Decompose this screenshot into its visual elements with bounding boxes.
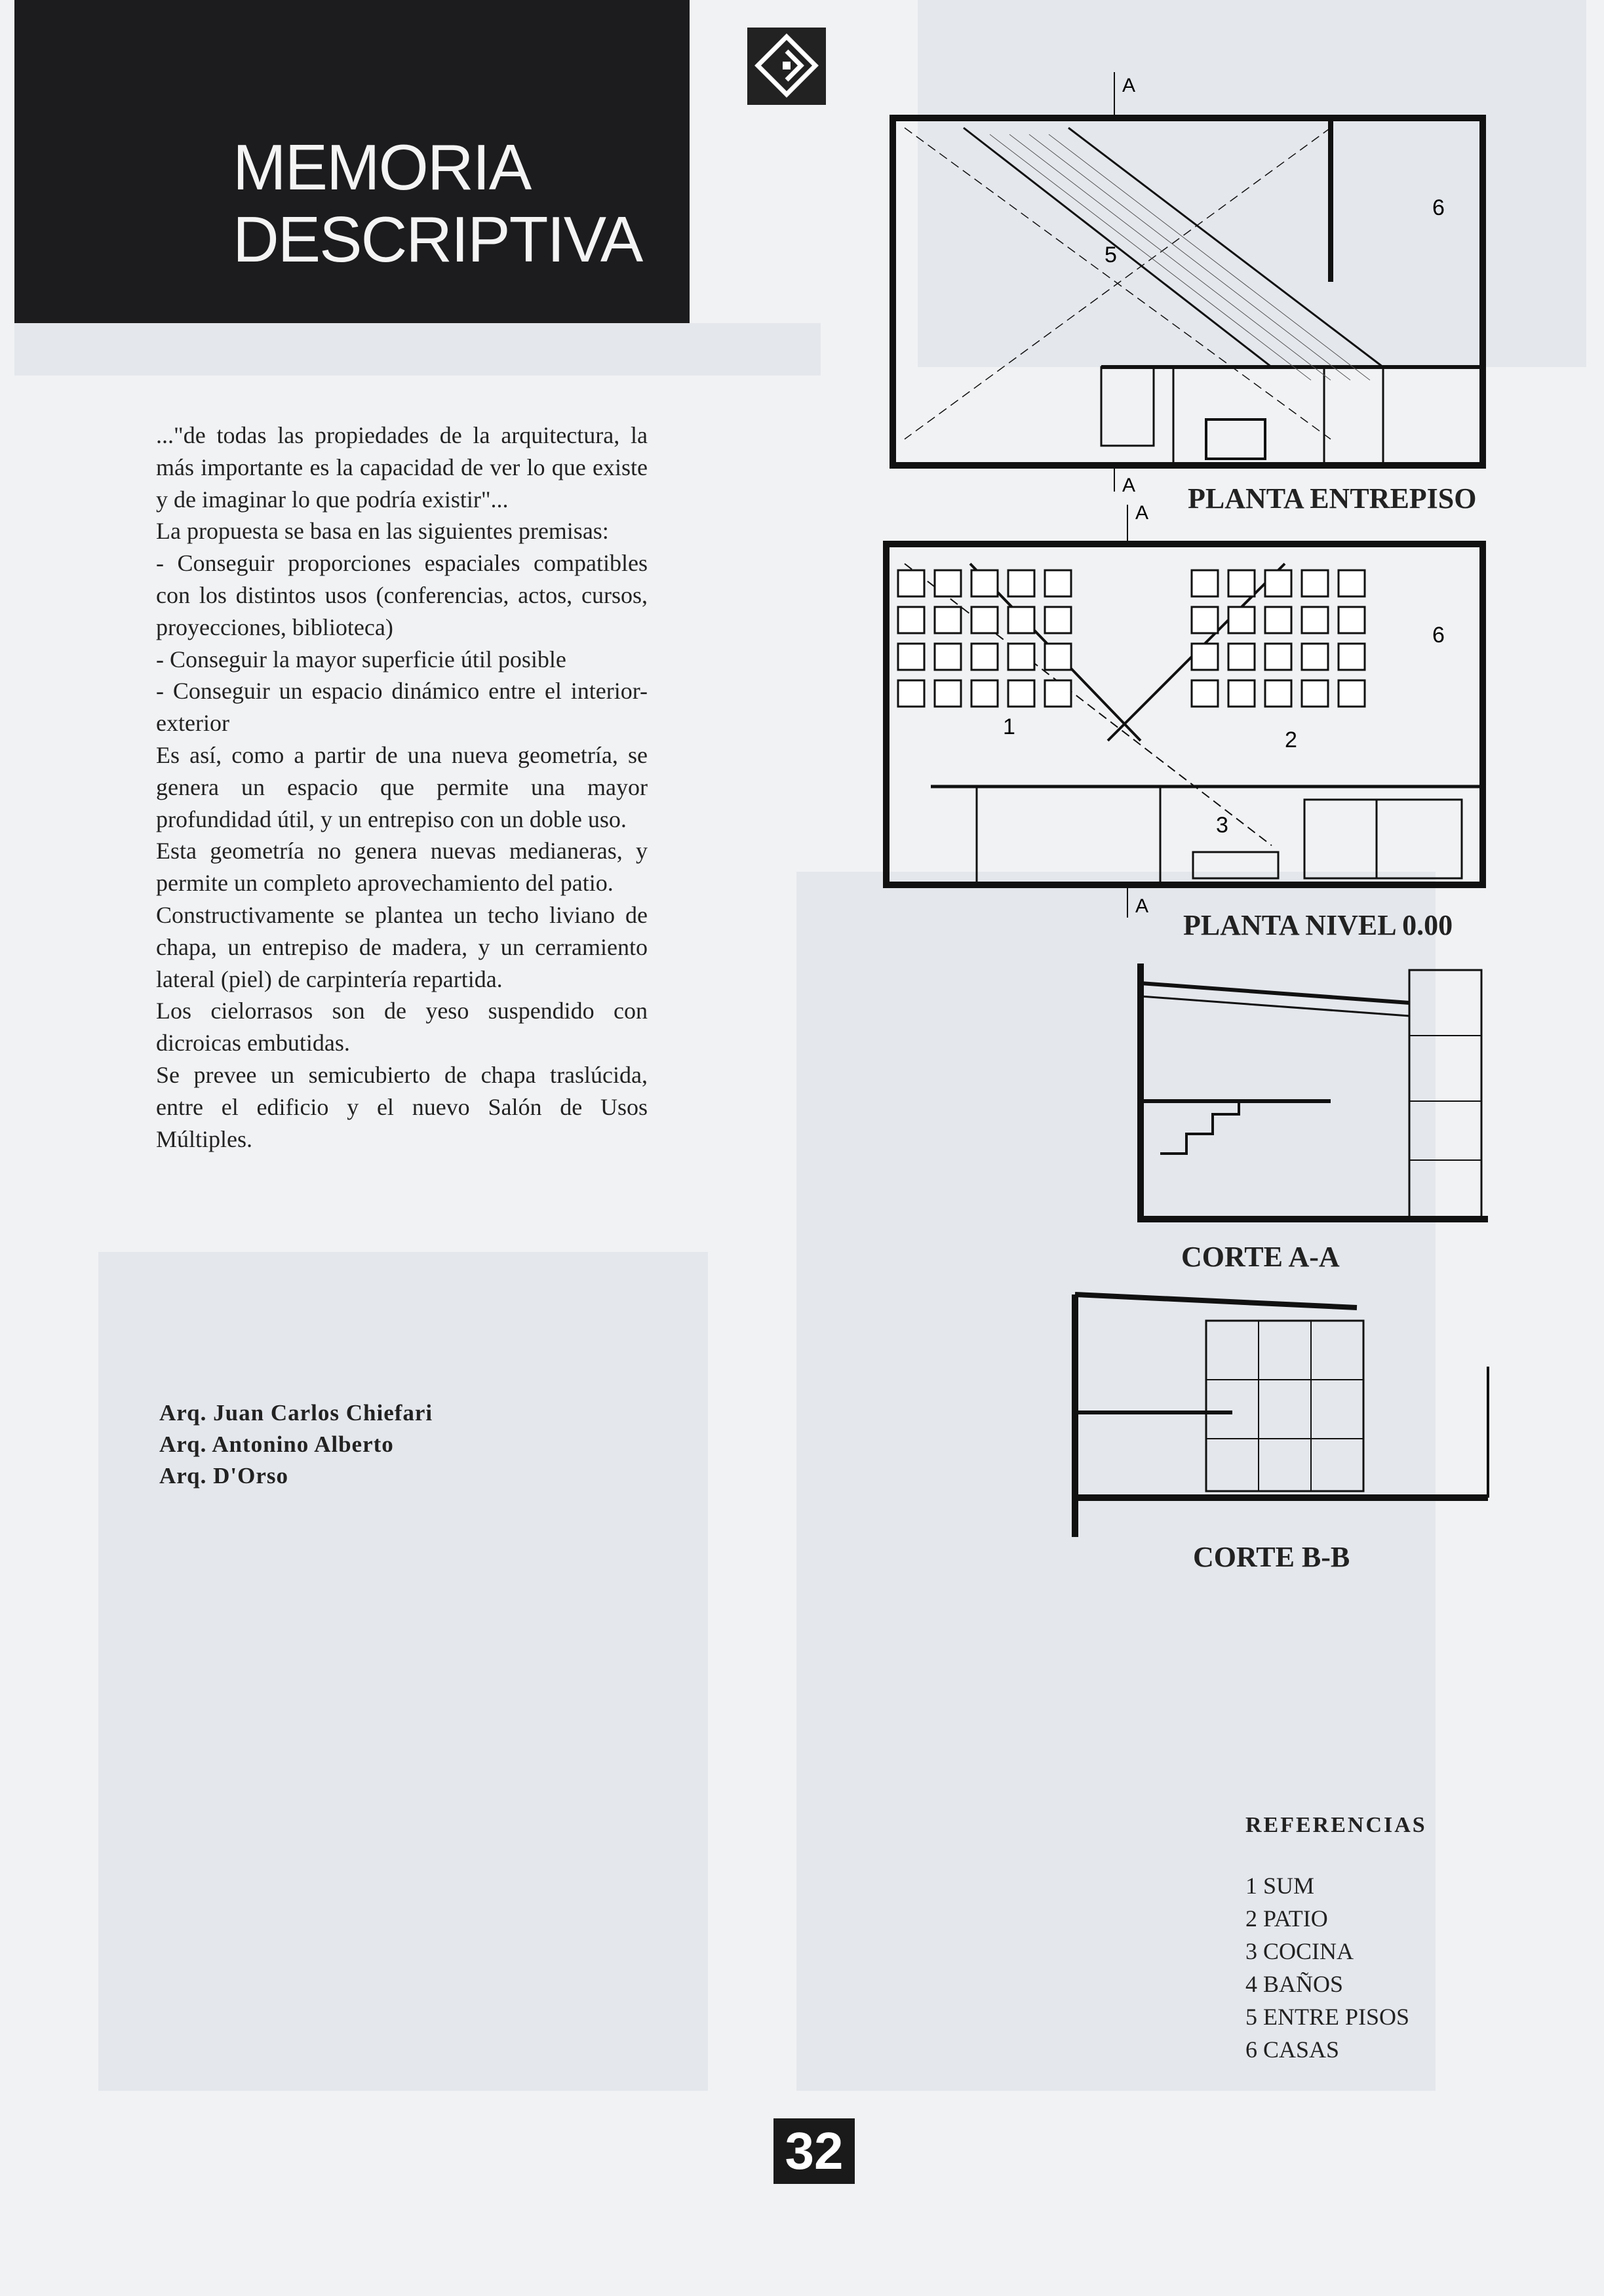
- page-title: [233, 131, 642, 275]
- credit-line: Arq. D'Orso: [159, 1463, 289, 1489]
- body-paragraph: Esta geometría no genera nuevas medianeras, y permite un completo aprovechamiento del patio.: [156, 838, 648, 897]
- caption-planta-nivel: PLANTA NIVEL 0.00: [1183, 909, 1453, 941]
- floor-tile: [1228, 607, 1255, 633]
- floor-tile: [1045, 607, 1071, 633]
- floor-tile: [1045, 570, 1071, 596]
- room-label-3: 3: [1216, 813, 1228, 838]
- floor-tile: [1339, 607, 1365, 633]
- floor-tile: [1339, 570, 1365, 596]
- floor-tile: [1228, 680, 1255, 707]
- body-paragraph: Es así, como a partir de una nueva geometría, se genera un espacio que permite una mayor profundidad útil, y un entrepiso con un doble uso.: [156, 741, 648, 832]
- grid-tiles: [898, 570, 1365, 707]
- floor-tile: [1045, 644, 1071, 670]
- page-number: 32: [773, 2118, 855, 2184]
- reference-item: 6 CASAS: [1245, 2036, 1340, 2063]
- corte-aa-drawing: [1134, 957, 1488, 1226]
- body-paragraph: Constructivamente se plantea un techo liviano de chapa, un entrepiso de madera, y un cerramiento lateral (piel) de carpintería repartida.: [156, 901, 648, 992]
- references-title: REFERENCIAS: [1245, 1813, 1427, 1837]
- floor-tile: [1228, 570, 1255, 596]
- floor-tile: [1008, 680, 1034, 707]
- floor-tile: [1228, 644, 1255, 670]
- floor-tile: [1339, 644, 1365, 670]
- floor-tile: [898, 644, 924, 670]
- body-paragraph: Se prevee un semicubierto de chapa traslúcida, entre el edificio y el nuevo Salón de Usos Múltiples.: [156, 1061, 648, 1152]
- reference-item: 2 PATIO: [1245, 1905, 1328, 1932]
- reference-item: 1 SUM: [1245, 1873, 1315, 1899]
- floor-tile: [1008, 570, 1034, 596]
- room-label-2: 2: [1285, 728, 1297, 752]
- body-paragraph: - Conseguir la mayor superficie útil posible: [156, 646, 566, 672]
- caption-corte-aa: CORTE A-A: [1181, 1241, 1340, 1273]
- plan-entrepiso-drawing: [878, 72, 1495, 498]
- floor-tile: [935, 680, 961, 707]
- floor-tile: [1265, 644, 1291, 670]
- floor-tile: [971, 570, 998, 596]
- body-paragraph: La propuesta se basa en las siguientes premisas:: [156, 518, 609, 545]
- floor-tile: [1302, 570, 1328, 596]
- floor-tile: [1302, 680, 1328, 707]
- floor-tile: [1192, 644, 1218, 670]
- floor-tile: [1265, 680, 1291, 707]
- room-label-6: 6: [1432, 623, 1445, 648]
- section-marker-a: A: [1135, 895, 1149, 917]
- page-title-line2: DESCRIPTIVA: [233, 203, 642, 275]
- body-paragraph: - Conseguir proporciones espaciales compatibles con los distintos usos (conferencias, actos, cursos, proyecciones, biblioteca): [156, 550, 648, 640]
- credit-line: Arq. Juan Carlos Chiefari: [159, 1400, 433, 1426]
- caption-corte-bb: CORTE B-B: [1193, 1541, 1350, 1573]
- floor-tile: [971, 644, 998, 670]
- show-through-block: [14, 323, 821, 376]
- publication-logo: [747, 28, 826, 105]
- floor-tile: [971, 680, 998, 707]
- floor-tile: [1008, 607, 1034, 633]
- room-label-5: 5: [1105, 243, 1117, 267]
- floor-tile: [1008, 644, 1034, 670]
- caption-planta-entrepiso: PLANTA ENTREPISO: [1188, 482, 1477, 515]
- section-marker-a: A: [1122, 75, 1136, 96]
- body-paragraph: - Conseguir un espacio dinámico entre el interior-exterior: [156, 678, 648, 737]
- room-label-6: 6: [1432, 195, 1445, 220]
- floor-tile: [898, 680, 924, 707]
- floor-tile: [1302, 644, 1328, 670]
- floor-tile: [935, 607, 961, 633]
- floor-tile: [935, 644, 961, 670]
- floor-tile: [1192, 570, 1218, 596]
- floor-tile: [1302, 607, 1328, 633]
- reference-item: 3 COCINA: [1245, 1938, 1354, 1964]
- architect-credits: [159, 1397, 433, 1492]
- page-title-line1: MEMORIA: [233, 131, 531, 203]
- body-paragraph: Los cielorrasos son de yeso suspendido con dicroicas embutidas.: [156, 998, 648, 1057]
- reference-item: 5 ENTRE PISOS: [1245, 2004, 1410, 2030]
- body-text: [156, 419, 648, 1155]
- body-paragraph: ..."de todas las propiedades de la arquitectura, la más importante es la capacidad de ver lo que existe y de imaginar lo que podría existir"...: [156, 422, 648, 513]
- references-legend: [1245, 1809, 1427, 2066]
- floor-tile: [971, 607, 998, 633]
- floor-tile: [898, 570, 924, 596]
- reference-item: 4 BAÑOS: [1245, 1971, 1344, 1997]
- show-through-block: [98, 1252, 708, 2091]
- floor-tile: [1265, 570, 1291, 596]
- credit-line: Arq. Antonino Alberto: [159, 1431, 394, 1457]
- section-marker-a: A: [1122, 475, 1136, 496]
- floor-tile: [1265, 607, 1291, 633]
- floor-tile: [1045, 680, 1071, 707]
- floor-tile: [898, 607, 924, 633]
- floor-tile: [935, 570, 961, 596]
- corte-bb-drawing: [1068, 1288, 1495, 1544]
- floor-tile: [1339, 680, 1365, 707]
- floor-tile: [1192, 680, 1218, 707]
- plan-nivel-drawing: [878, 505, 1495, 924]
- room-label-1: 1: [1003, 714, 1015, 739]
- section-marker-a: A: [1135, 505, 1149, 524]
- floor-tile: [1192, 607, 1218, 633]
